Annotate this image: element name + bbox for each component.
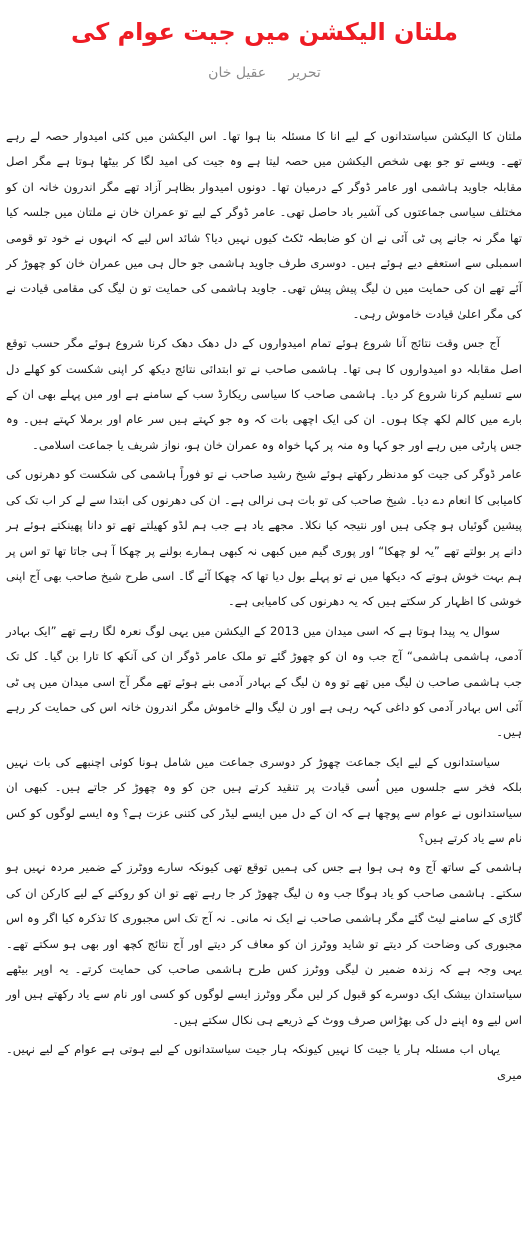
article-title: ملتان الیکشن میں جیت عوام کی — [71, 18, 458, 46]
byline-label: تحریر — [288, 65, 321, 81]
article-paragraph: آج جس وقت نتائج آنا شروع ہوئے تمام امیدواروں کے دل دھک دھک کرنا شروع ہوئے مگر حسب توقع اصل مقابلہ دو امیدواروں کا ہی تھا۔ ہاشمی صاحب نے تو ابتدائی نتائج دیکھ کر اپنی شکست کو کھلے دل سے تسلیم کرنا شروع کر دیا۔ ہاشمی صاحب کا سیاسی ریکارڈ سب کے سامنے ہے اور میں پہلے بھی ان کے بارے میں کالم لکھ چکا ہوں۔ ان کی ایک اچھی بات کہ وہ جو کہتے ہیں سر عام اور برملا کہتے ہیں۔ وہ جس پارٹی میں رہے اور جو کہا وہ منہ پر کہا خواہ وہ عمران خان ہو، نواز شریف یا جماعت اسلامی۔ — [6, 336, 522, 452]
article-paragraph: سوال یہ پیدا ہوتا ہے کہ اسی میدان میں 2013 کے الیکشن میں یہی لوگ نعرہ لگا رہے تھے ”ایک بہادر آدمی، ہاشمی ہاشمی“ آج جب وہ ان کو چھوڑ گئے تو ملک عامر ڈوگر ان کی آنکھ کا تارا بن گیا۔ کل تک جب ہاشمی صاحب ن لیگ میں تھے تو وہ ن لیگ کے بہادر آدمی بنے ہوئے تھے مگر آج اسی میدان میں پی ٹی آئی اس بہادر آدمی کو داغی کہہ رہی ہے اور ن لیگ والے خاموش مگر اندرون خانہ اس کی حمایت کر رہے ہیں۔ — [6, 623, 522, 740]
article-paragraph: ملتان کا الیکشن سیاستدانوں کے لیے انا کا مسئلہ بنا ہوا تھا۔ اس الیکشن میں کئی امیدوار حصہ لے رہے تھے۔ ویسے تو جو بھی شخص الیکشن میں حصہ لیتا ہے وہ جیت کی امید لگا کر بیٹھا ہوتا ہے مگر اصل مقابلہ جاوید ہاشمی اور عامر ڈوگر کے درمیان تھا۔ دونوں امیدوار بظاہر آزاد تھے مگر اندرون خانہ ان کو مختلف سیاسی جماعتوں کی آشیر باد حاصل تھی۔ عامر ڈوگر کے لیے تو عمران خان نے ملتان میں جلسہ کیا تھا مگر نہ جانے پی ٹی آئی نے ان کو ضابطہ ٹکٹ کیوں نہیں دیا؟ شائد اس لیے کہ انہوں نے خود تو قومی اسمبلی سے استعفے دیے ہوئے ہیں۔ دوسری طرف جاوید ہاشمی جو حال ہی میں عمران خان کو چھوڑ کر آئے تھے ان کی حمایت میں ن لیگ پیش پیش تھی۔ جاوید ہاشمی کی حمایت تو ن لیگ کی مقامی قیادت نے کی مگر اعلیٰ قیادت خاموش رہی۔ — [6, 129, 522, 321]
article-paragraph: یہاں اب مسئلہ ہار یا جیت کا نہیں کیونکہ ہار جیت سیاستدانوں کے لیے ہوتی ہے عوام کے لیے نہیں۔ میری — [6, 1042, 522, 1082]
article-paragraph: سیاستدانوں کے لیے ایک جماعت چھوڑ کر دوسری جماعت میں شامل ہونا کوئی اچنبھے کی بات نہیں بلکہ فخر سے جلسوں میں اُسی قیادت پر تنقید کرتے ہیں جن کو وہ چھوڑ کر جاتے ہیں۔ کبھی ان سیاستدانوں نے عوام سے پوچھا ہے کہ ان کے دل میں ایسے لیڈر کی کتنی عزت ہے؟ وہ ایسے لوگوں کو کس نام سے یاد کرتے ہیں؟ — [6, 754, 522, 845]
article-body — [6, 124, 522, 1092]
article-paragraph: ہاشمی کے ساتھ آج وہ ہی ہوا ہے جس کی ہمیں توقع تھی کیونکہ سارے ووٹرز کے ضمیر مردہ نہیں ہو سکتے۔ ہاشمی صاحب کو یاد ہوگا جب وہ ن لیگ چھوڑ کر جا رہے تھے تو ان کو روکنے کے لیے کارکن ان کی گاڑی کے سامنے لیٹ گئے مگر ہاشمی صاحب نے ایک نہ مانی۔ نہ آج تک اس مجبوری کا تذکرہ کیا اگر وہ اس مجبوری کی وضاحت کر دیتے تو شاید ووٹرز ان کو معاف کر دیتے اور آج نتائج کچھ اور بھی ہو سکتے تھے۔ یہی وجہ ہے کہ زندہ ضمیر ن لیگی ووٹرز کس طرح ہاشمی صاحب کی حمایت کرتے۔ یہ اوپر بیٹھے سیاستدان بیشک ایک دوسرے کو قبول کر لیں مگر ووٹرز ایسے لوگوں کو کسی اور نام سے یاد رکھتے ہیں اور اس لیے وہ اپنے دل کی بھڑاس صرف ووٹ کے ذریعے ہی نکال سکتے ہیں۔ — [6, 860, 522, 1027]
article-header — [0, 0, 529, 110]
author-name: عقیل خان — [208, 65, 267, 81]
article-paragraph: عامر ڈوگر کی جیت کو مدنظر رکھتے ہوئے شیخ رشید صاحب نے تو فوراً ہاشمی کی شکست کو دھرنوں کی کامیابی کا انعام دے دیا۔ شیخ صاحب کی تو بات ہی نرالی ہے۔ ان کی دھرنوں کی ابتدا سے لے کر اب تک کی پیشین گوئیاں ہو چکی ہیں اور نتیجہ کیا نکلا۔ مجھے یاد ہے جب ہم لڈو کھیلتے تھے تو دانا پھینکتے ہوئے ہر دانے پر بولتے تھے ”یہ لو چھکا“ اور پوری گیم میں کبھی نہ کبھی ہمارے بولنے پر چھکا آ ہی جاتا تھا تو اس پر ہم بہت خوش ہوتے کہ دیکھا میں نے تو پہلے بول دیا تھا کہ چھکا آئے گا۔ اسی طرح شیخ صاحب بھی آج اپنی خوشی کا اظہار کر سکتے ہیں کہ یہ دھرنوں کی کامیابی ہے۔ — [6, 467, 522, 609]
byline — [0, 62, 529, 84]
